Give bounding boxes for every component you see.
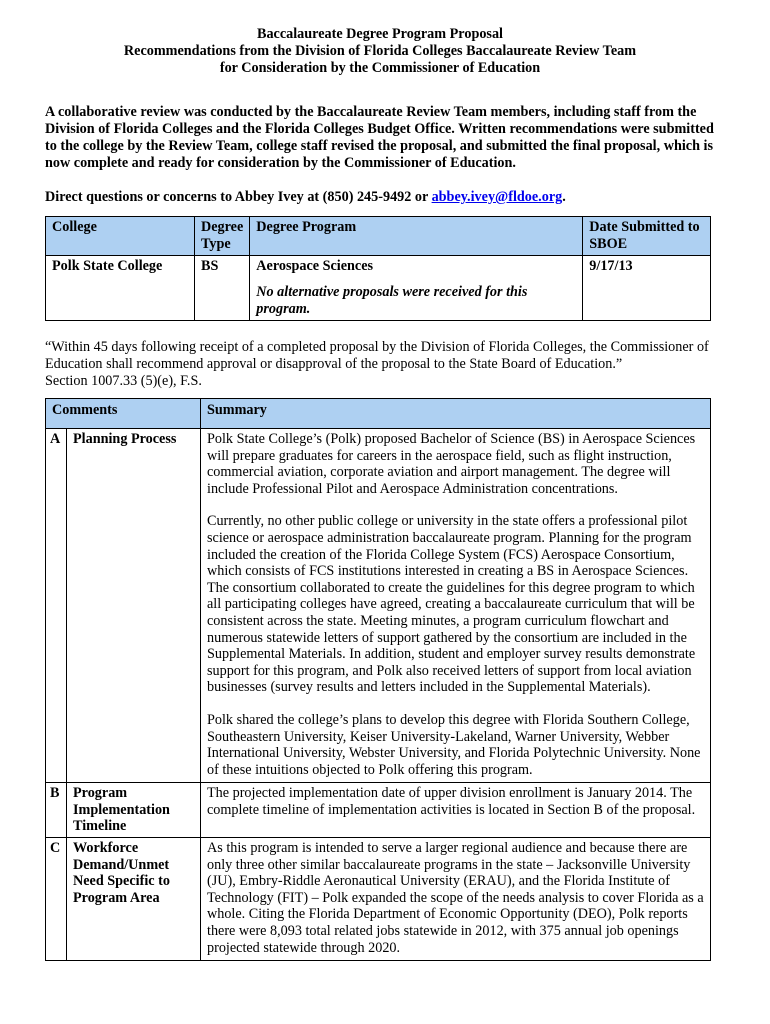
contact-suffix: . bbox=[562, 189, 566, 205]
header-comments: Comments bbox=[46, 399, 201, 429]
row-topic: Planning Process bbox=[67, 429, 201, 783]
statute-quote bbox=[45, 339, 715, 390]
header-degree-type: Degree Type bbox=[195, 217, 250, 256]
header-date-submitted: Date Submitted to SBOE bbox=[583, 217, 711, 256]
contact-line bbox=[45, 189, 715, 206]
cell-degree-type: BS bbox=[195, 256, 250, 321]
degree-program-name: Aerospace Sciences bbox=[256, 258, 374, 274]
intro-paragraph: A collaborative review was conducted by the Baccalaureate Review Team members, including staff from the Division of Florida Colleges and the Florida Colleges Budget Office. Written recommendations were submitted to the college by the Review Team, college staff revised the proposal, and submitted the final proposal, which is now complete and ready for consideration by the Commissioner of Education. bbox=[45, 104, 714, 171]
row-topic: Program Implementation Timeline bbox=[67, 783, 201, 838]
contact-email-link[interactable]: abbey.ivey@fldoe.org bbox=[431, 189, 563, 205]
program-table bbox=[45, 216, 711, 321]
comment-row-c bbox=[46, 838, 711, 961]
cell-date-submitted: 9/17/13 bbox=[583, 256, 711, 321]
comment-row-b bbox=[46, 783, 711, 838]
summary-paragraph: As this program is intended to serve a larger regional audience and because there are only three other similar baccalaureate programs in the state – Jacksonville University (JU), Embry-Riddle Aeronautical University (ERAU), and the Florida Institute of Technology (FIT) – Polk expanded the scope of the needs analysis to cover Florida as a whole. Citing the Florida Department of Economic Opportunity (DEO), Polk reports there were 8,093 total related jobs statewide in 2012, with 375 annual job openings projected statewide through 2020. bbox=[207, 840, 704, 956]
contact-prefix: Direct questions or concerns to Abbey Ivey at (850) 245-9492 or bbox=[45, 189, 432, 205]
cell-college: Polk State College bbox=[46, 256, 195, 321]
row-letter: B bbox=[46, 783, 67, 838]
cell-degree-program bbox=[250, 256, 583, 321]
row-letter: C bbox=[46, 838, 67, 961]
header-title: Baccalaureate Degree Program Proposal bbox=[257, 26, 503, 42]
row-letter: A bbox=[46, 429, 67, 783]
quote-text: “Within 45 days following receipt of a completed proposal by the Division of Florida Colleges, the Commissioner of Education shall recommend approval or disapproval of the proposal to the State Board of Education.” bbox=[45, 339, 709, 372]
header-subtitle-2: for Consideration by the Commissioner of Education bbox=[219, 60, 541, 76]
comments-table-header-row bbox=[46, 399, 711, 429]
summary-paragraph: The projected implementation date of upper division enrollment is January 2014. The complete timeline of implementation activities is located in Section B of the proposal. bbox=[207, 785, 696, 818]
summary-paragraph: Currently, no other public college or university in the state offers a professional pilot science or aerospace administration baccalaureate program. Planning for the program included the creation of the Florida College System (FCS) Aerospace Consortium, which consists of FCS institutions interested in creating a BS in Aerospace Sciences. The consortium collaborated to create the guidelines for this degree program to which all participating colleges have agreed, creating a baccalaureate curriculum that will be consistent across the state. Meeting minutes, a program curriculum flowchart and numerous statewide letters of support gathered by the consortium are included in the Supplemental Materials. In addition, student and employer survey results demonstrate support for this program, and Polk also received letters of support from local aviation businesses (survey results and letters included in the Supplemental Materials). bbox=[207, 513, 696, 696]
document-page bbox=[45, 26, 715, 961]
summary-paragraph: Polk State College’s (Polk) proposed Bachelor of Science (BS) in Aerospace Sciences will prepare graduates for careers in the aerospace field, such as flight instruction, commercial aviation, corporate aviation and airport management. The degree will include Professional Pilot and Aerospace Administration concentrations. bbox=[207, 431, 696, 497]
summary-paragraph: Polk shared the college’s plans to develop this degree with Florida Southern College, Southeastern University, Keiser University-Lakeland, Warner University, Webber International University, Webster University, and Florida Polytechnic University. None of these intuitions objected to Polk offering this program. bbox=[207, 711, 701, 778]
row-topic: Workforce Demand/Unmet Need Specific to Program Area bbox=[67, 838, 201, 961]
alternative-proposals-note: No alternative proposals were received for this program. bbox=[256, 284, 528, 317]
header-college: College bbox=[46, 217, 195, 256]
comments-table bbox=[45, 398, 711, 961]
header-subtitle: Recommendations from the Division of Florida Colleges Baccalaureate Review Team bbox=[123, 43, 637, 59]
row-summary bbox=[201, 783, 711, 838]
document-header bbox=[45, 26, 715, 77]
quote-citation: Section 1007.33 (5)(e), F.S. bbox=[45, 373, 202, 389]
header-summary: Summary bbox=[201, 399, 711, 429]
program-table-row bbox=[46, 256, 711, 321]
row-summary bbox=[201, 838, 711, 961]
comment-row-a bbox=[46, 429, 711, 783]
row-summary bbox=[201, 429, 711, 783]
program-table-header-row bbox=[46, 217, 711, 256]
header-degree-program: Degree Program bbox=[250, 217, 583, 256]
